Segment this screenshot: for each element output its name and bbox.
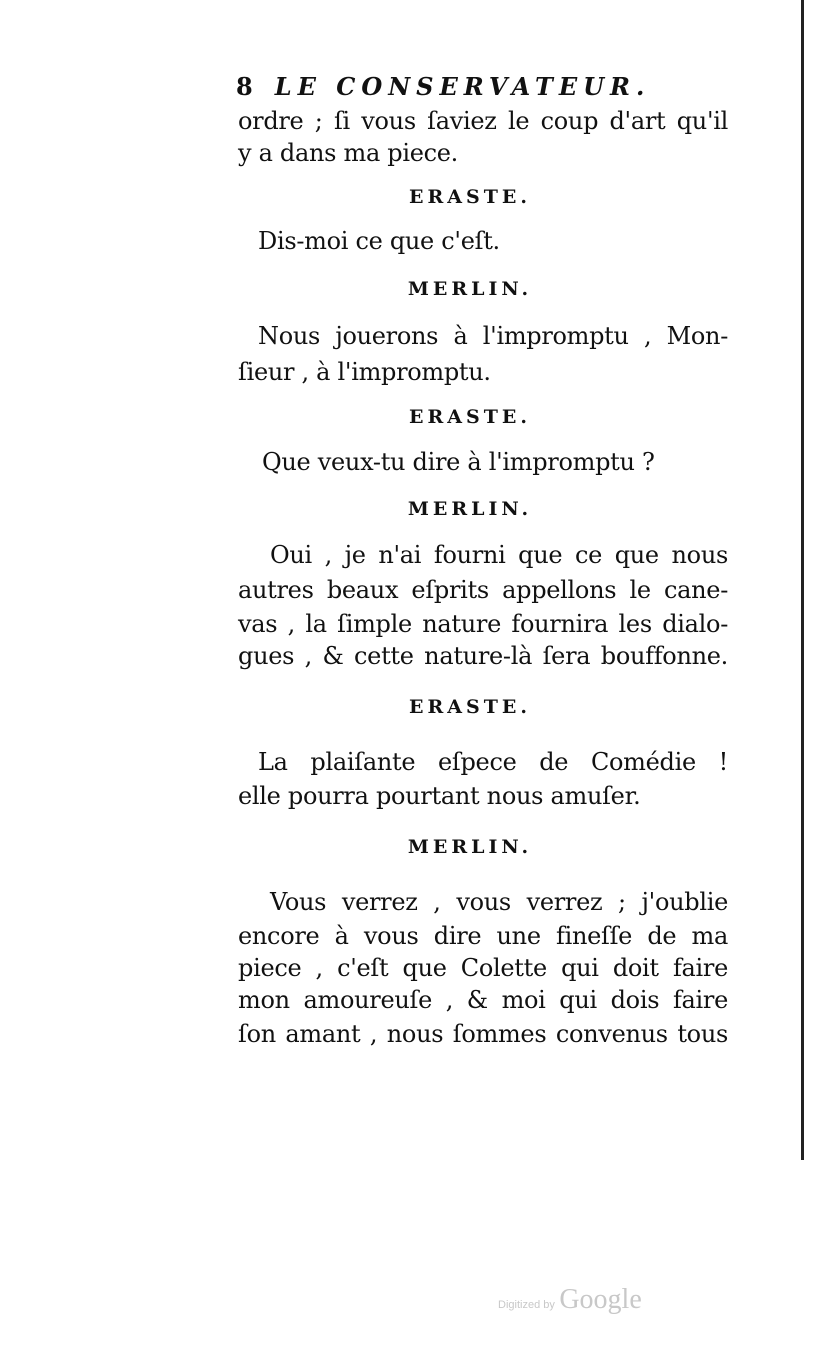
text-line: ſieur , à l'impromptu.	[238, 358, 491, 386]
text-line: elle pourra pourtant nous amuſer.	[238, 782, 641, 810]
speaker-name: MERLIN.	[407, 278, 533, 300]
text-line: mon amoureuſe , & moi qui dois faire	[238, 986, 728, 1014]
page-edge	[801, 0, 804, 1160]
text-line: ſon amant , nous ſommes convenus tous	[238, 1020, 728, 1048]
running-title: LE CONSERVATEUR.	[274, 72, 651, 101]
text-line: Nous jouerons à l'impromptu , Mon-	[258, 322, 728, 350]
text-line: gues , & cette nature-là ſera bouffonne.	[238, 642, 728, 670]
speaker-name: MERLIN.	[407, 836, 533, 858]
text-line: autres beaux eſprits appellons le cane-	[238, 576, 728, 604]
text-line: Vous verrez , vous verrez ; j'oublie	[270, 888, 728, 916]
watermark-brand: Google	[559, 1284, 642, 1315]
text-line: La plaiſante eſpece de Comédie !	[258, 748, 728, 776]
text-line: vas , la ſimple nature fournira les dialo-	[238, 610, 728, 638]
speaker-name: MERLIN.	[407, 498, 533, 520]
text-line: ordre ; ſi vous ſaviez le coup d'art qu'il	[238, 107, 728, 135]
speaker-name: ERASTE.	[409, 406, 531, 428]
text-line: piece , c'eſt que Colette qui doit faire	[238, 954, 728, 982]
page-number: 8	[236, 72, 253, 101]
running-header	[236, 72, 728, 101]
text-line: Que veux-tu dire à l'impromptu ?	[262, 448, 655, 476]
text-line: y a dans ma piece.	[238, 139, 459, 167]
text-line: encore à vous dire une fineſſe de ma	[238, 922, 728, 950]
digitized-watermark	[498, 1284, 642, 1316]
text-line: Oui , je n'ai fourni que ce que nous	[270, 541, 728, 569]
watermark-prefix: Digitized by	[498, 1299, 555, 1311]
speaker-name: ERASTE.	[409, 186, 531, 208]
speaker-name: ERASTE.	[409, 696, 531, 718]
text-line: Dis-moi ce que c'eſt.	[258, 227, 500, 255]
